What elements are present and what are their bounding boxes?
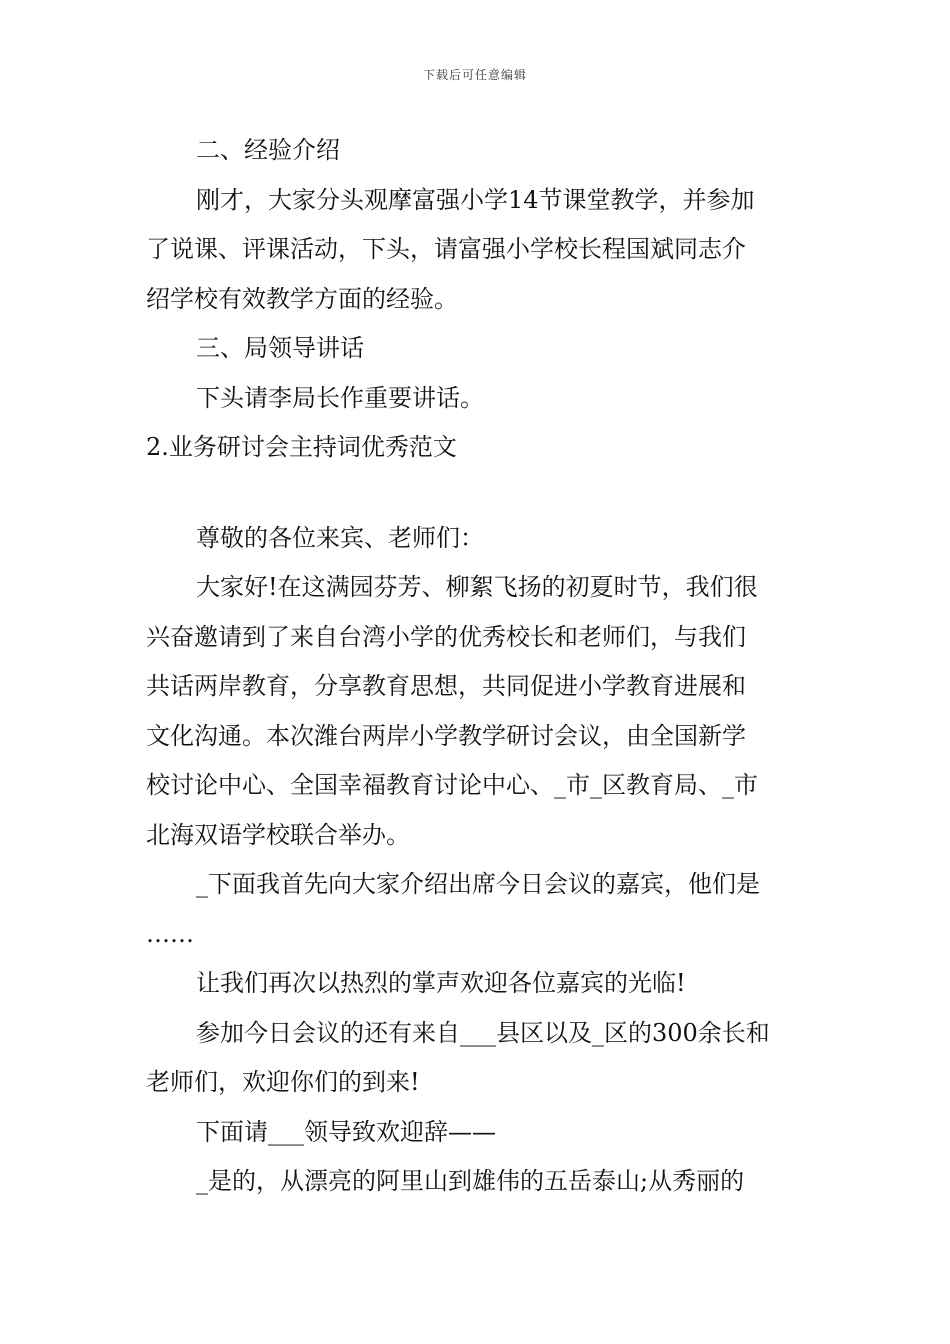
text-line: 刚才，大家分头观摩富强小学14节课堂教学，并参加 — [196, 185, 755, 214]
text-line: _下面我首先向大家介绍出席今日会议的嘉宾，他们是 — [196, 870, 760, 898]
header-note: 下载后可任意编辑 — [422, 68, 527, 82]
text-line: 尊敬的各位来宾、老师们： — [196, 523, 484, 552]
text-line: 大家好!在这满园芬芳、柳絮飞扬的初夏时节，我们很 — [196, 573, 758, 601]
text-line: 让我们再次以热烈的掌声欢迎各位嘉宾的光临! — [196, 969, 686, 997]
text-line: _是的，从漂亮的阿里山到雄伟的五岳泰山;从秀丽的 — [196, 1167, 745, 1195]
text-line: 参加今日会议的还有来自___县区以及_区的300余长和 — [196, 1018, 770, 1047]
text-line: 下面请___领导致欢迎辞—— — [196, 1117, 496, 1146]
text-line: 北海双语学校联合举办。 — [146, 820, 410, 849]
text-line: 绍学校有效教学方面的经验。 — [146, 284, 458, 313]
document-body — [146, 126, 808, 1207]
blank-line — [146, 473, 808, 514]
text-line: 兴奋邀请到了来自台湾小学的优秀校长和老师们，与我们 — [146, 622, 746, 651]
text-line: 了说课、评课活动，下头，请富强小学校长程国斌同志介 — [146, 235, 746, 263]
text-line: 三、局领导讲话 — [196, 334, 364, 362]
text-line: 2.业务研讨会主持词优秀范文 — [146, 433, 457, 461]
text-line: 二、经验介绍 — [196, 136, 340, 164]
text-line: 老师们，欢迎你们的到来! — [146, 1068, 420, 1096]
text-line: 共话两岸教育，分享教育思想，共同促进小学教育进展和 — [146, 672, 746, 700]
text-line: …… — [146, 919, 194, 948]
text-line: 校讨论中心、全国幸福教育讨论中心、_市_区教育局、_市 — [146, 771, 758, 799]
text-line: 文化沟通。本次潍台两岸小学教学研讨会议，由全国新学 — [146, 721, 746, 750]
text-line: 下头请李局长作重要讲话。 — [196, 383, 484, 412]
